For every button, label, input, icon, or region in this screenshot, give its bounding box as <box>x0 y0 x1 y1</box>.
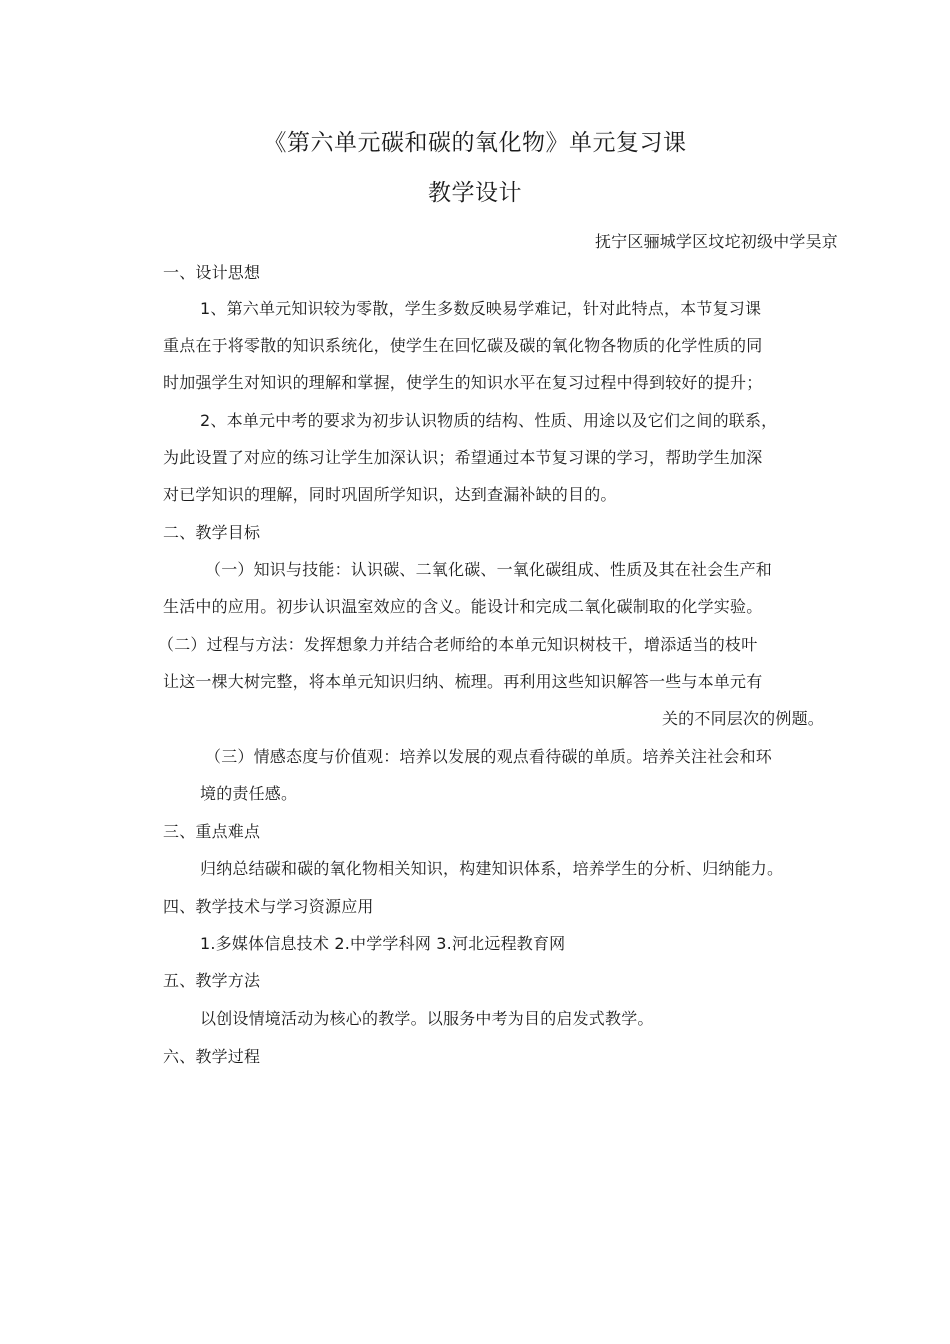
section-heading-teaching-process: 六、教学过程 <box>163 1047 261 1066</box>
paragraph-line: 重点在于将零散的知识系统化，使学生在回忆碳及碳的氧化物各物质的化学性质的同 <box>163 336 763 355</box>
paragraph-line: 对已学知识的理解，同时巩固所学知识，达到查漏补缺的目的。 <box>163 485 617 504</box>
document-subtitle: 教学设计 <box>428 180 522 206</box>
paragraph-line: 归纳总结碳和碳的氧化物相关知识，构建知识体系，培养学生的分析、归纳能力。 <box>200 859 784 878</box>
paragraph-line: （二）过程与方法：发挥想象力并结合老师给的本单元知识树枝干，增添适当的枝叶 <box>158 635 758 654</box>
author-line: 抚宁区骊城学区坟坨初级中学吴京 <box>594 232 838 251</box>
paragraph-line: 境的责任感。 <box>200 784 298 803</box>
section-heading-teaching-method: 五、教学方法 <box>163 971 261 990</box>
paragraph-line: 1、第六单元知识较为零散，学生多数反映易学难记，针对此特点，本节复习课 <box>200 299 762 318</box>
paragraph-line: 2、本单元中考的要求为初步认识物质的结构、性质、用途以及它们之间的联系， <box>200 411 778 430</box>
paragraph-line: 让这一棵大树完整，将本单元知识归纳、梳理。再利用这些知识解答一些与本单元有 <box>163 672 763 691</box>
paragraph-line: 1.多媒体信息技术 2.中学学科网 3.河北远程教育网 <box>200 934 566 953</box>
paragraph-line: 生活中的应用。初步认识温室效应的含义。能设计和完成二氧化碳制取的化学实验。 <box>163 597 763 616</box>
section-heading-key-points: 三、重点难点 <box>163 822 261 841</box>
section-heading-design-idea: 一、设计思想 <box>163 263 261 282</box>
paragraph-line: 为此设置了对应的练习让学生加深认识；希望通过本节复习课的学习，帮助学生加深 <box>163 448 763 467</box>
paragraph-line: 时加强学生对知识的理解和掌握，使学生的知识水平在复习过程中得到较好的提升； <box>163 373 763 392</box>
section-heading-teaching-goals: 二、教学目标 <box>163 523 261 542</box>
paragraph-line: 以创设情境活动为核心的教学。以服务中考为目的启发式教学。 <box>200 1009 654 1028</box>
document-title: 《第六单元碳和碳的氧化物》单元复习课 <box>263 130 687 156</box>
paragraph-line: 关的不同层次的例题。 <box>661 709 824 728</box>
section-heading-tech-resources: 四、教学技术与学习资源应用 <box>163 897 374 916</box>
paragraph-line: （三）情感态度与价值观：培养以发展的观点看待碳的单质。培养关注社会和环 <box>205 747 773 766</box>
paragraph-line: （一）知识与技能：认识碳、二氧化碳、一氧化碳组成、性质及其在社会生产和 <box>205 560 773 579</box>
